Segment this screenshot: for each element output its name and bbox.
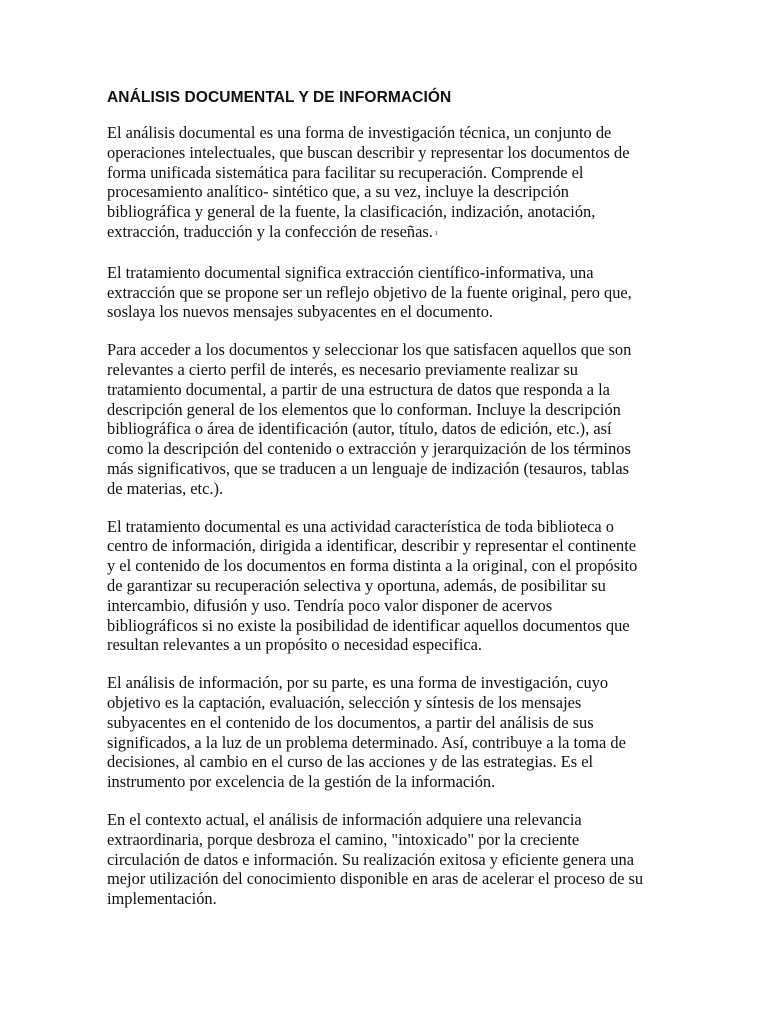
text-line: bibliográfica y general de la fuente, la clasificación, indización, anotación, — [107, 202, 596, 222]
text-line: extracción, traducción y la confección de reseñas. — [107, 221, 433, 241]
text-line: extracción que se propone ser un reflejo objetivo de la fuente original, pero que, — [107, 282, 632, 302]
text-line: El análisis de información, por su parte, es una forma de investigación, cuyo — [107, 673, 609, 693]
text-line: instrumento por excelencia de la gestión de la información. — [107, 772, 496, 792]
paragraph-contexto-actual — [107, 810, 668, 909]
text-line: como la descripción del contenido o extracción y jerarquización de los términos — [107, 439, 631, 459]
text-line: subyacentes en el contenido de los documentos, a partir del análisis de sus — [107, 712, 594, 732]
text-line: procesamiento analítico- sintético que, a su vez, incluye la descripción — [107, 182, 569, 202]
text-line: de garantizar su recuperación selectiva y oportuna, además, de posibilitar su — [107, 575, 606, 595]
text-line: extraordinaria, porque desbroza el camino, "intoxicado" por la creciente — [107, 829, 580, 849]
text-line: circulación de datos e información. Su realización exitosa y eficiente genera una — [107, 849, 634, 869]
text-line: bibliográfica o área de identificación (autor, título, datos de edición, etc.), así — [107, 419, 612, 439]
text-line: En el contexto actual, el análisis de información adquiere una relevancia — [107, 809, 582, 829]
text-line: centro de información, dirigida a identificar, describir y representar el continente — [107, 536, 637, 556]
document-title: ANÁLISIS DOCUMENTAL Y DE INFORMACIÓN — [107, 89, 452, 106]
text-line: de materias, etc.). — [107, 478, 224, 498]
paragraph-tratamiento-documental — [107, 263, 668, 322]
text-line: El análisis documental es una forma de investigación técnica, un conjunto de — [107, 123, 612, 142]
text-line: tratamiento documental, a partir de una estructura de datos que responda a la — [107, 379, 610, 399]
text-line: relevantes a cierto perfil de interés, es necesario previamente realizar su — [107, 359, 578, 379]
paragraph-analisis-documental — [107, 123, 668, 245]
text-line-with-footnote — [107, 222, 668, 245]
text-line: El tratamiento documental es una actividad característica de toda biblioteca o — [107, 516, 614, 536]
text-line: El tratamiento documental significa extracción científico-informativa, una — [107, 262, 594, 282]
text-line: bibliográficos si no existe la posibilidad de identificar aquellos documentos que — [107, 615, 630, 635]
paragraph-actividad-biblioteca — [107, 517, 668, 656]
text-line: operaciones intelectuales, que buscan describir y representar los documentos de — [107, 142, 630, 162]
text-line: mejor utilización del conocimiento disponible en aras de acelerar el proceso de su — [107, 869, 644, 889]
text-line: implementación. — [107, 889, 217, 909]
text-line: más significativos, que se traducen a un lenguaje de indización (tesauros, tablas — [107, 458, 630, 478]
footnote-marker: 1 — [434, 230, 438, 237]
text-line: Para acceder a los documentos y seleccionar los que satisfacen aquellos que son — [107, 340, 632, 360]
text-line: descripción general de los elementos que lo conforman. Incluye la descripción — [107, 399, 621, 419]
text-line: decisiones, al cambio en el curso de las acciones y de las estrategias. Es el — [107, 752, 594, 772]
text-line: significados, a la luz de un problema determinado. Así, contribuye a la toma de — [107, 732, 626, 752]
paragraph-acceder-documentos — [107, 340, 668, 498]
text-line: intercambio, difusión y uso. Tendría poco valor disponer de acervos — [107, 595, 553, 615]
text-line: soslaya los nuevos mensajes subyacentes en el documento. — [107, 302, 493, 322]
text-line: forma unificada sistemática para facilitar su recuperación. Comprende el — [107, 162, 584, 182]
text-line: y el contenido de los documentos en forma distinta a la original, con el propósito — [107, 556, 638, 576]
text-line: objetivo es la captación, evaluación, selección y síntesis de los mensajes — [107, 692, 582, 712]
paragraph-analisis-informacion — [107, 673, 668, 792]
text-line: resultan relevantes a un propósito o necesidad especifica. — [107, 635, 483, 655]
